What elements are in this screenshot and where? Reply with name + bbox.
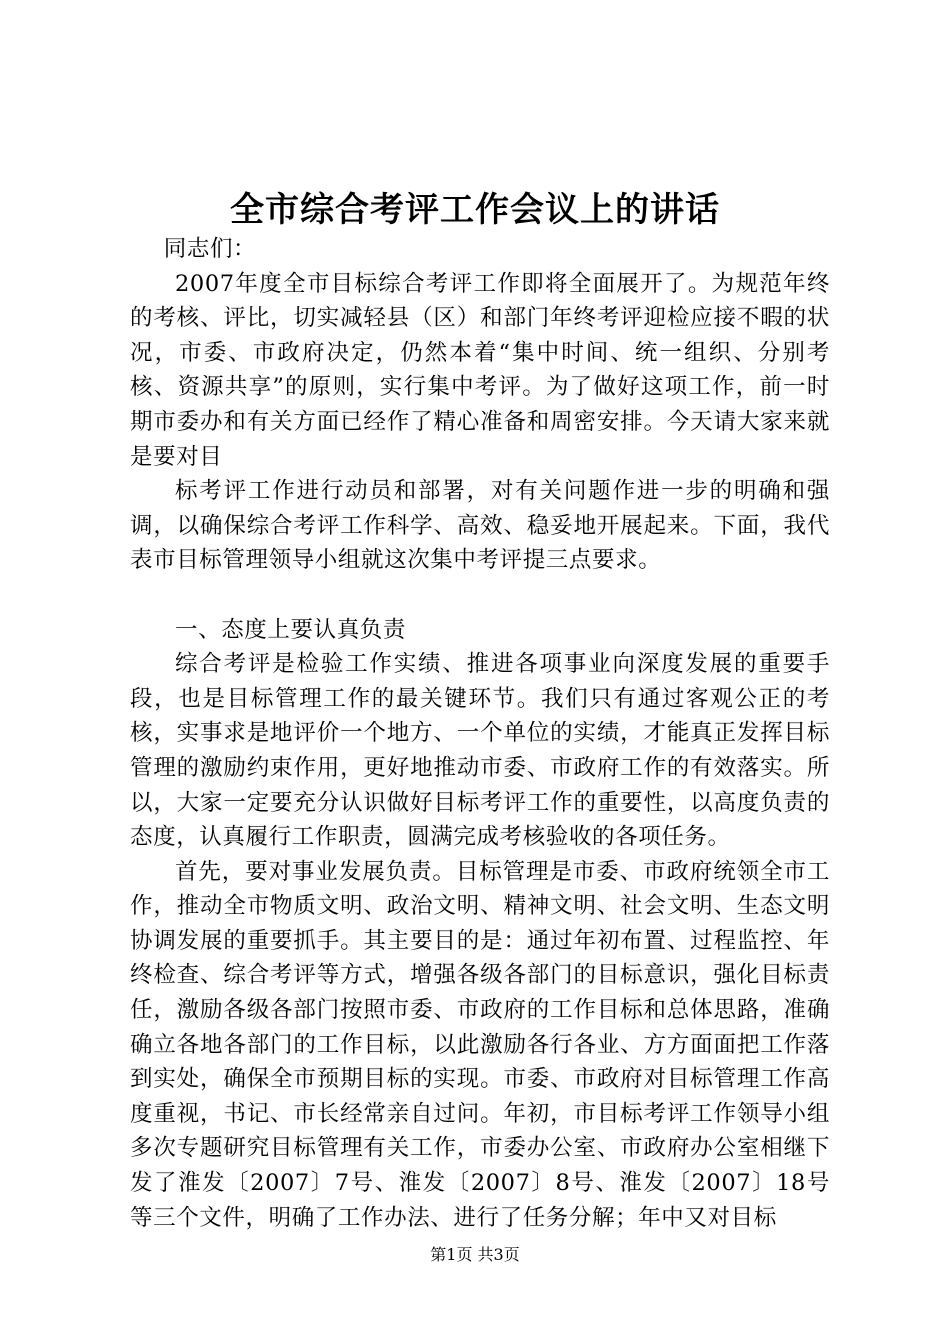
page-number-footer: 第1页 共3页	[430, 1245, 520, 1264]
paragraph-intro: 2007年度全市目标综合考评工作即将全面展开了。为规范年终的考核、评比，切实减轻县（区）和部门年终考评迎检应接不暇的状况，市委、市政府决定，仍然本着“集中时间、统一组织、分别考核、资源共享”的原则，实行集中考评。为了做好这项工作，前一时期市委办和有关方面已经作了精心准备和周密安排。今天请大家来就是要对目	[130, 270, 830, 470]
document-title: 全市综合考评工作会议上的讲话	[230, 190, 720, 230]
paragraph-first-point: 首先，要对事业发展负责。目标管理是市委、市政府统领全市工作，推动全市物质文明、政治文明、精神文明、社会文明、生态文明协调发展的重要抓手。其主要目的是：通过年初布置、过程监控、年终检查、综合考评等方式，增强各级各部门的目标意识，强化目标责任，激励各级各部门按照市委、市政府的工作目标和总体思路，准确确立各地各部门的工作目标，以此激励各行各业、方方面面把工作落到实处，确保全市预期目标的实现。市委、市政府对目标管理工作高度重视，书记、市长经常亲自过问。年初，市目标考评工作领导小组多次专题研究目标管理有关工作，市委办公室、市政府办公室相继下发了淮发〔2007〕7号、淮发〔2007〕8号、淮发〔2007〕18号等三个文件，明确了工作办法、进行了任务分解；年中又对目标	[130, 858, 830, 1231]
paragraph-section-1: 综合考评是检验工作实绩、推进各项事业向深度发展的重要手段，也是目标管理工作的最关键环节。我们只有通过客观公正的考核，实事求是地评价一个地方、一个单位的实绩，才能真正发挥目标管理的激励约束作用，更好地推动市委、市政府工作的有效落实。所以，大家一定要充分认识做好目标考评工作的重要性，以高度负责的态度，认真履行工作职责，圆满完成考核验收的各项任务。	[130, 651, 830, 851]
salutation: 同志们：	[163, 236, 257, 262]
section-heading-1: 一、态度上要认真负责	[175, 616, 407, 643]
document-body	[130, 232, 830, 1235]
blank-line	[130, 578, 830, 613]
paragraph-intro-continued: 标考评工作进行动员和部署，对有关问题作进一步的明确和强调，以确保综合考评工作科学、高效、稳妥地开展起来。下面，我代表市目标管理领导小组就这次集中考评提三点要求。	[130, 478, 830, 574]
